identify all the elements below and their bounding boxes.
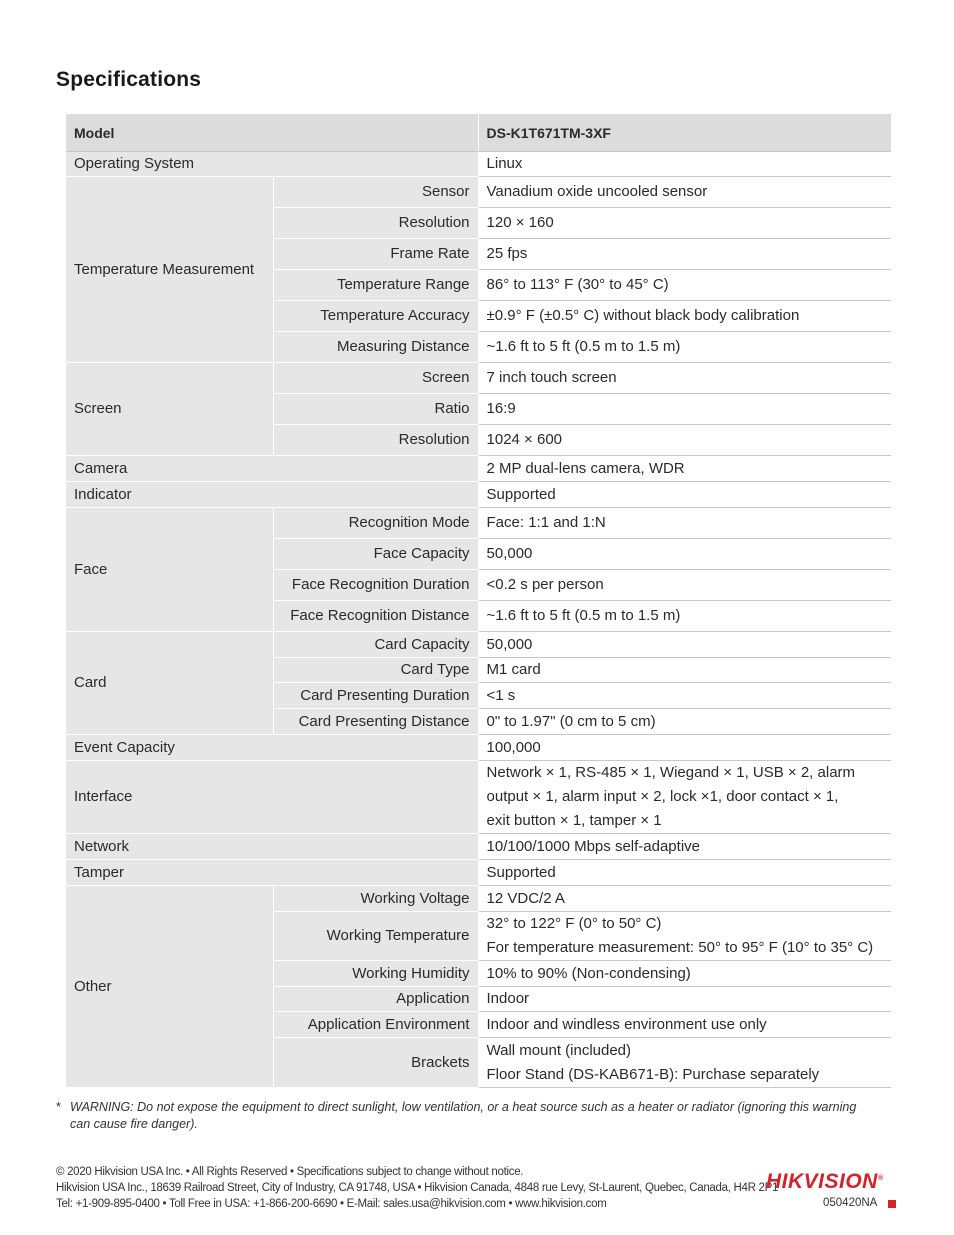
- row-value: 1024 × 600: [478, 425, 891, 456]
- row-value: 16:9: [478, 394, 891, 425]
- row-label: Tamper: [66, 860, 478, 886]
- row-sublabel: Screen: [273, 363, 478, 394]
- row-value: 7 inch touch screen: [478, 363, 891, 394]
- row-value: Indoor and windless environment use only: [478, 1012, 891, 1038]
- table-row: [66, 363, 891, 394]
- row-value: ~1.6 ft to 5 ft (0.5 m to 1.5 m): [478, 332, 891, 363]
- row-sublabel: Temperature Range: [273, 270, 478, 301]
- row-sublabel: Brackets: [273, 1038, 478, 1088]
- row-sublabel: Sensor: [273, 177, 478, 208]
- table-row: [66, 735, 891, 761]
- group-label: Face: [66, 508, 273, 632]
- row-value: 86° to 113° F (30° to 45° C): [478, 270, 891, 301]
- row-value: 50,000: [478, 632, 891, 658]
- row-label: Indicator: [66, 482, 478, 508]
- row-value: Face: 1:1 and 1:N: [478, 508, 891, 539]
- model-value: DS-K1T671TM-3XF: [478, 114, 891, 152]
- row-sublabel: Card Capacity: [273, 632, 478, 658]
- row-label: Event Capacity: [66, 735, 478, 761]
- warning-text: WARNING: Do not expose the equipment to direct sunlight, low ventilation, or a heat source such as a heater or radiator (ignoring this warning can cause fire danger).: [70, 1100, 857, 1131]
- row-sublabel: Resolution: [273, 425, 478, 456]
- row-value: Vanadium oxide uncooled sensor: [478, 177, 891, 208]
- value-line: Network × 1, RS-485 × 1, Wiegand × 1, USB × 2, alarm: [486, 764, 856, 781]
- row-value: 2 MP dual-lens camera, WDR: [478, 456, 891, 482]
- value-line: output × 1, alarm input × 2, lock ×1, door contact × 1,: [486, 788, 839, 805]
- row-sublabel: Card Type: [273, 658, 478, 683]
- row-sublabel: Application: [273, 987, 478, 1012]
- group-label: Temperature Measurement: [66, 177, 273, 363]
- group-label: Other: [66, 886, 273, 1088]
- warning-marker: *: [56, 1100, 61, 1114]
- logo-text: HIKVISION: [766, 1170, 878, 1193]
- row-label: Network: [66, 834, 478, 860]
- row-label: Camera: [66, 456, 478, 482]
- row-sublabel: Resolution: [273, 208, 478, 239]
- table-row: [66, 456, 891, 482]
- table-row: [66, 632, 891, 658]
- row-value: 0" to 1.97" (0 cm to 5 cm): [478, 709, 891, 735]
- table-row: [66, 761, 891, 834]
- row-value: M1 card: [478, 658, 891, 683]
- group-label: Screen: [66, 363, 273, 456]
- row-sublabel: Ratio: [273, 394, 478, 425]
- spec-table: [66, 114, 891, 1088]
- group-label: Card: [66, 632, 273, 735]
- address-line: Hikvision USA Inc., 18639 Railroad Street, City of Industry, CA 91748, USA • Hikvision Canada, 4848 rue Levy, St-Laurent, Quebec, Canada, H4R 2P1: [56, 1182, 779, 1194]
- row-value: 120 × 160: [478, 208, 891, 239]
- table-row: [66, 482, 891, 508]
- hikvision-logo: [766, 1170, 884, 1194]
- row-sublabel: Working Temperature: [273, 912, 478, 961]
- table-row: [66, 508, 891, 539]
- value-line: Floor Stand (DS-KAB671-B): Purchase separately: [486, 1065, 820, 1083]
- row-value: 12 VDC/2 A: [478, 886, 891, 912]
- row-value-multiline: [478, 1038, 891, 1088]
- row-sublabel: Face Recognition Duration: [273, 570, 478, 601]
- warning-note: [56, 1099, 876, 1133]
- table-row: [66, 177, 891, 208]
- row-sublabel: Card Presenting Distance: [273, 709, 478, 735]
- row-sublabel: Face Recognition Distance: [273, 601, 478, 632]
- row-sublabel: Recognition Mode: [273, 508, 478, 539]
- table-row: [66, 886, 891, 912]
- model-label: Model: [66, 114, 478, 152]
- value-line: For temperature measurement: 50° to 95° F (10° to 35° C): [486, 939, 874, 956]
- row-sublabel: Measuring Distance: [273, 332, 478, 363]
- value-line: exit button × 1, tamper × 1: [486, 812, 662, 829]
- table-header-row: [66, 114, 891, 152]
- row-sublabel: Frame Rate: [273, 239, 478, 270]
- registered-mark: ®: [877, 1175, 884, 1182]
- row-sublabel: Working Voltage: [273, 886, 478, 912]
- row-label: Operating System: [66, 152, 478, 177]
- row-sublabel: Temperature Accuracy: [273, 301, 478, 332]
- row-value: 10/100/1000 Mbps self-adaptive: [478, 834, 891, 860]
- row-label: Interface: [66, 761, 478, 834]
- table-row: [66, 834, 891, 860]
- row-sublabel: Card Presenting Duration: [273, 683, 478, 709]
- row-value: <0.2 s per person: [478, 570, 891, 601]
- table-row: [66, 152, 891, 177]
- row-value: ±0.9° F (±0.5° C) without black body calibration: [478, 301, 891, 332]
- brand-square-icon: [888, 1200, 896, 1208]
- copyright-line: © 2020 Hikvision USA Inc. • All Rights Reserved • Specifications subject to change without notice.: [56, 1166, 524, 1178]
- contact-line: Tel: +1-909-895-0400 • Toll Free in USA: +1-866-200-6690 • E-Mail: sales.usa@hikvision.com • www.hikvision.com: [56, 1198, 607, 1210]
- row-value: 50,000: [478, 539, 891, 570]
- value-line: Wall mount (included): [486, 1041, 632, 1059]
- row-value: 25 fps: [478, 239, 891, 270]
- table-row: [66, 860, 891, 886]
- row-sublabel: Working Humidity: [273, 961, 478, 987]
- row-value: 100,000: [478, 735, 891, 761]
- row-value-multiline: [478, 761, 891, 834]
- value-line: 32° to 122° F (0° to 50° C): [486, 915, 662, 932]
- row-sublabel: Application Environment: [273, 1012, 478, 1038]
- page-title: Specifications: [56, 68, 202, 91]
- footer: [56, 1164, 778, 1212]
- row-value: 10% to 90% (Non-condensing): [478, 961, 891, 987]
- row-value: Indoor: [478, 987, 891, 1012]
- row-value: Linux: [478, 152, 891, 177]
- document-code: 050420NA: [823, 1197, 878, 1209]
- row-sublabel: Face Capacity: [273, 539, 478, 570]
- row-value-multiline: [478, 912, 891, 961]
- row-value: Supported: [478, 860, 891, 886]
- row-value: Supported: [478, 482, 891, 508]
- row-value: <1 s: [478, 683, 891, 709]
- row-value: ~1.6 ft to 5 ft (0.5 m to 1.5 m): [478, 601, 891, 632]
